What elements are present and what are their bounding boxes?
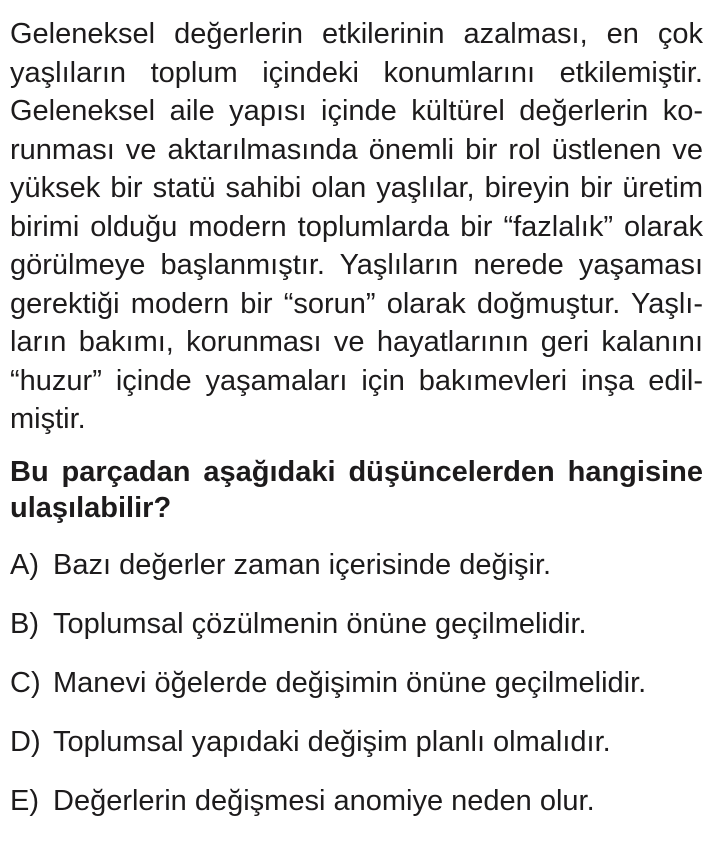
passage-line: yaşlıların toplum içindeki konumlarını etkilemiştir. bbox=[10, 56, 703, 89]
option-b[interactable] bbox=[10, 605, 703, 643]
passage-line: runması ve aktarılmasında önemli bir rol üstlenen ve bbox=[10, 133, 703, 166]
passage bbox=[10, 15, 703, 439]
passage-line: gerektiği modern bir “sorun” olarak doğmuştur. Yaşlı- bbox=[10, 287, 703, 320]
option-letter: A) bbox=[10, 548, 39, 581]
option-text: Bazı değerler zaman içerisinde değişir. bbox=[53, 548, 552, 581]
passage-line: Geleneksel değerlerin etkilerinin azalması, en çok bbox=[10, 18, 703, 50]
option-letter: E) bbox=[10, 784, 39, 817]
option-letter: D) bbox=[10, 725, 41, 758]
passage-line: miştir. bbox=[10, 403, 86, 435]
option-a[interactable] bbox=[10, 546, 703, 584]
option-letter: B) bbox=[10, 607, 39, 640]
question-stem-line: ulaşılabilir? bbox=[10, 491, 172, 524]
option-c[interactable] bbox=[10, 664, 703, 702]
option-text: Toplumsal yapıdaki değişim planlı olmalıdır. bbox=[53, 725, 611, 758]
passage-line: birimi olduğu modern toplumlarda bir “fazlalık” olarak bbox=[10, 210, 703, 243]
option-letter: C) bbox=[10, 666, 41, 699]
passage-line: görülmeye başlanmıştır. Yaşlıların nerede yaşaması bbox=[10, 249, 703, 281]
passage-line: yüksek bir statü sahibi olan yaşlılar, bireyin bir üretim bbox=[10, 172, 703, 204]
option-e[interactable] bbox=[10, 782, 703, 820]
passage-line: ların bakımı, korunması ve hayatlarının geri kalanını bbox=[10, 326, 703, 358]
question-stem-line: Bu parçadan aşağıdaki düşüncelerden hangisine bbox=[10, 455, 703, 488]
question-stem bbox=[10, 454, 703, 526]
passage-line: “huzur” içinde yaşamaları için bakımevleri inşa edil- bbox=[10, 364, 703, 397]
option-text: Değerlerin değişmesi anomiye neden olur. bbox=[53, 784, 595, 817]
option-d[interactable] bbox=[10, 723, 703, 761]
option-text: Manevi öğelerde değişimin önüne geçilmelidir. bbox=[53, 666, 647, 699]
option-text: Toplumsal çözülmenin önüne geçilmelidir. bbox=[53, 607, 587, 640]
passage-line: Geleneksel aile yapısı içinde kültürel değerlerin ko- bbox=[10, 95, 703, 127]
options-list bbox=[10, 546, 703, 820]
